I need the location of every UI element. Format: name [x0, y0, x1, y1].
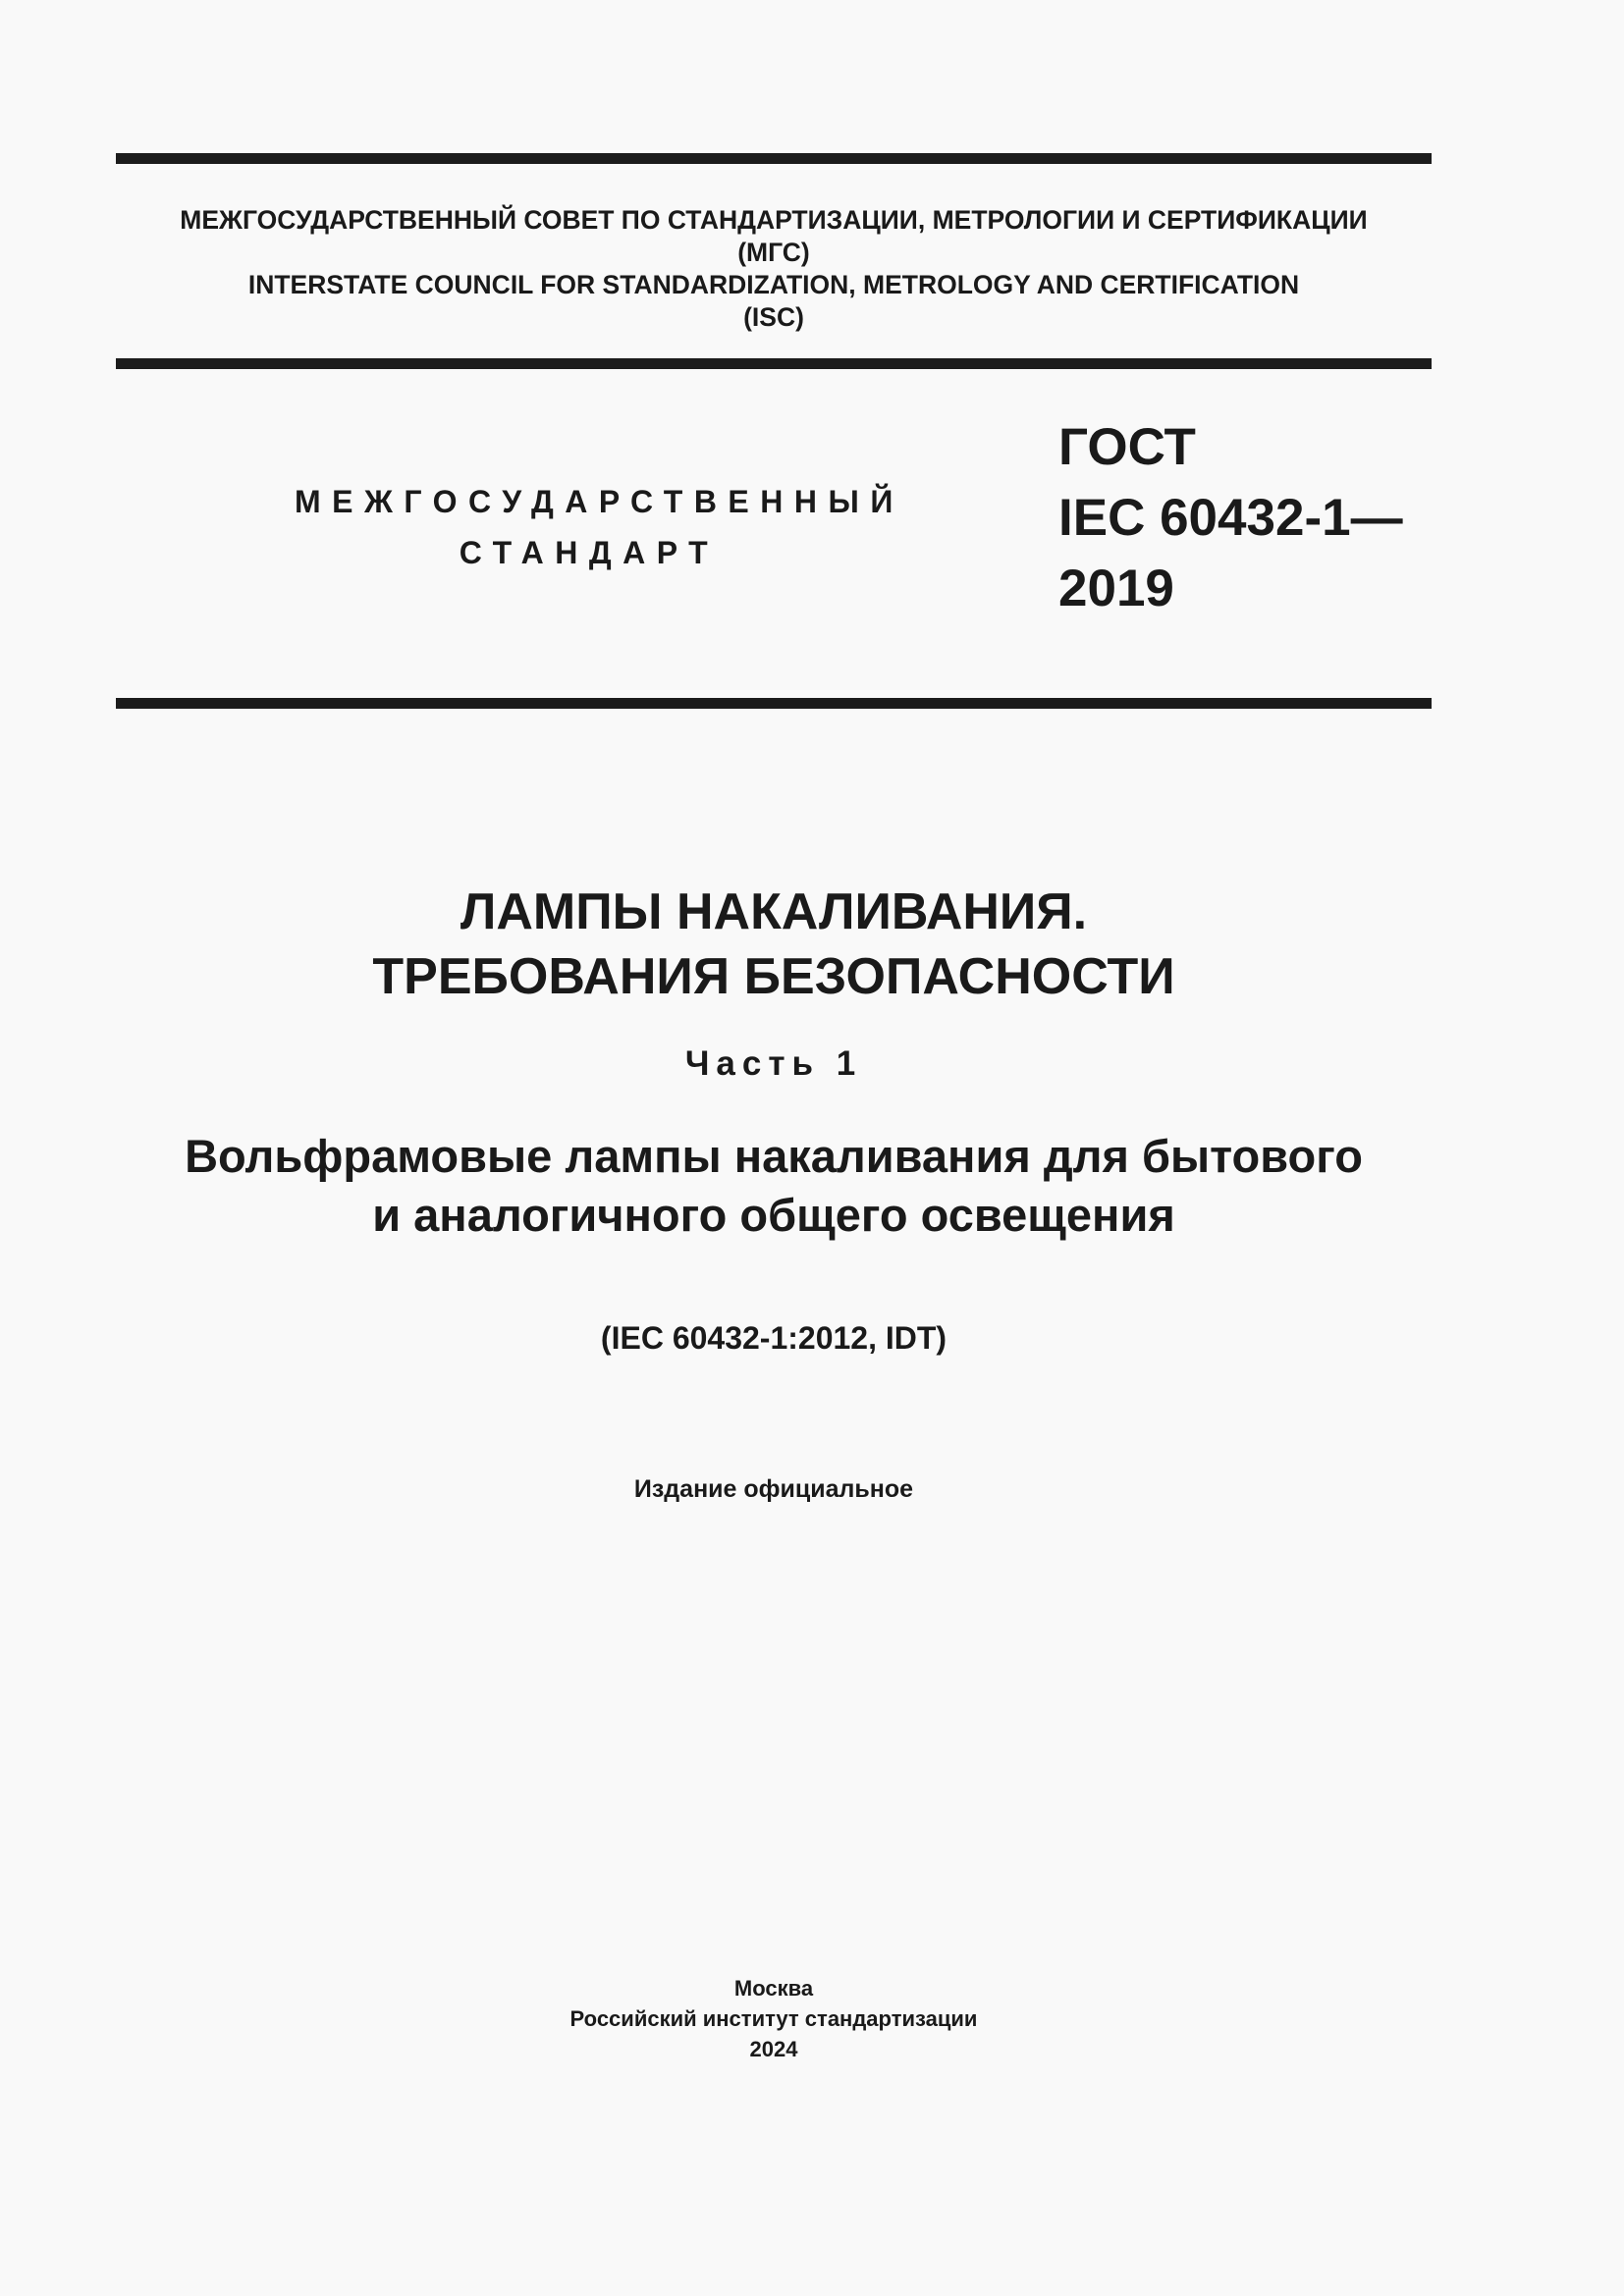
title-line2: ТРЕБОВАНИЯ БЕЗОПАСНОСТИ — [372, 948, 1175, 1005]
part-number: Часть 1 — [684, 1044, 863, 1083]
subtitle-line2: и аналогичного общего освещения — [372, 1189, 1175, 1241]
council-abbr-ru: (МГС) — [737, 238, 810, 267]
iec-reference: (IEC 60432-1:2012, IDT) — [600, 1320, 947, 1356]
standard-designation — [1058, 412, 1403, 624]
imprint — [116, 1973, 1432, 2064]
council-name-en: INTERSTATE COUNCIL FOR STANDARDIZATION, METROLOGY AND CERTIFICATION — [247, 270, 1300, 299]
edition-label: Издание официальное — [633, 1475, 914, 1503]
designation-year: 2019 — [1058, 560, 1174, 617]
standard-kind-line1: МЕЖГОСУДАРСТВЕННЫЙ — [295, 484, 904, 519]
document-subtitle — [116, 1127, 1432, 1245]
imprint-city: Москва — [733, 1976, 814, 2001]
council-header — [116, 204, 1432, 334]
document-title — [116, 880, 1432, 1009]
imprint-year: 2024 — [749, 2037, 798, 2061]
header-divider — [116, 358, 1432, 369]
top-divider — [116, 153, 1432, 164]
designation-gost: ГОСТ — [1058, 418, 1196, 476]
designation-number: IEC 60432-1— — [1058, 489, 1403, 547]
standard-kind-line2: СТАНДАРТ — [459, 535, 720, 570]
council-name-ru: МЕЖГОСУДАРСТВЕННЫЙ СОВЕТ ПО СТАНДАРТИЗАЦИИ, МЕТРОЛОГИИ И СЕРТИФИКАЦИИ — [180, 205, 1368, 235]
designation-divider — [116, 698, 1432, 709]
council-abbr-en: (ISC) — [743, 302, 804, 332]
standard-kind — [295, 476, 904, 578]
subtitle-line1: Вольфрамовые лампы накаливания для бытового — [185, 1130, 1363, 1182]
imprint-publisher: Российский институт стандартизации — [569, 2006, 978, 2031]
title-line1: ЛАМПЫ НАКАЛИВАНИЯ. — [460, 883, 1088, 940]
